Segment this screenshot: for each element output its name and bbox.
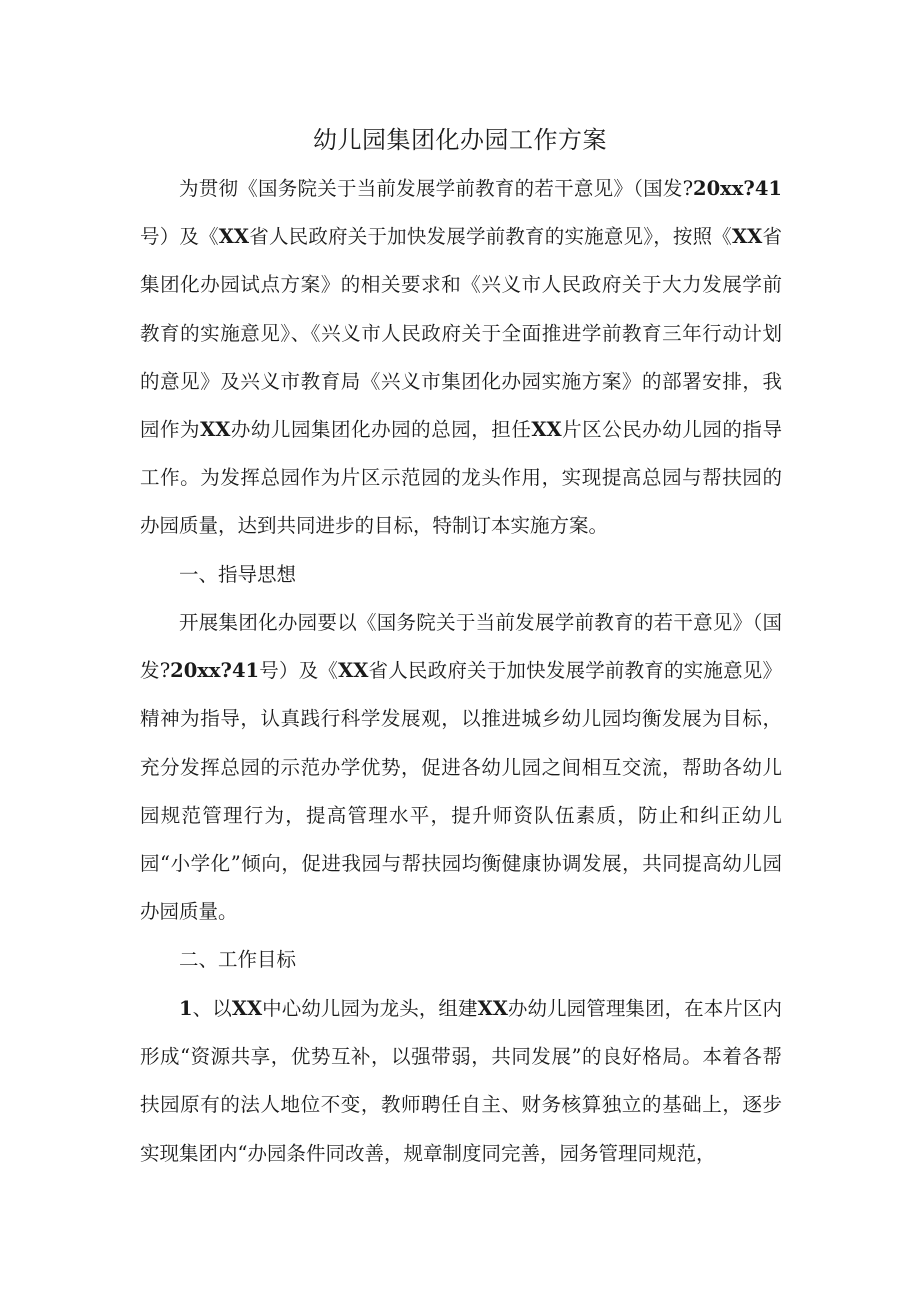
section-text: 号）及《 <box>259 659 339 683</box>
province-placeholder: XX <box>218 225 250 249</box>
item-text: 办幼儿园管理集团，在本片区内形成“资源共享，优势互补，以强带弱，共同发展”的良好格局。本着各帮扶园原有的法人地位不变，教师聘任自主、财务核算独立的基础上，逐步实现集团内“办园条件同改善，规章制度同完善，园务管理同规范， <box>140 997 782 1165</box>
doc-number: 20xx?41 <box>170 659 260 683</box>
section-text: 省人民政府关于加快发展学前教育的实施意见》精神为指导，认真践行科学发展观，以推进城乡幼儿园均衡发展为目标，充分发挥总园的示范办学优势，促进各幼儿园之间相互交流，帮助各幼儿园规范管理行为，提高管理水平，提升师资队伍素质，防止和纠正幼儿园“小学化”倾向，促进我园与帮扶园均衡健康协调发展，共同提高幼儿园办园质量。 <box>140 659 782 924</box>
intro-text: 片区公民办幼儿园的指导工作。为发挥总园作为片区示范园的龙头作用，实现提高总园与帮扶园的办园质量，达到共同进步的目标，特制订本实施方案。 <box>140 418 782 538</box>
item-number: 1 <box>179 997 193 1020</box>
section-heading-work-goals: 二、工作目标 <box>179 948 297 971</box>
intro-paragraph <box>140 165 782 551</box>
province-placeholder: XX <box>338 659 369 683</box>
item-text: 、以 <box>192 997 232 1020</box>
intro-text: 省人民政府关于加快发展学前教育的实施意见》，按照《 <box>249 225 732 249</box>
intro-text: 为贯彻《国务院关于当前发展学前教育的若干意见》（国发? <box>179 177 694 200</box>
province-placeholder: XX <box>732 225 763 249</box>
intro-text: 办幼儿园集团化办园的总园，担任 <box>230 418 532 442</box>
intro-text: 号）及《 <box>140 225 219 249</box>
section-heading-guiding-ideology: 一、指导思想 <box>179 563 297 586</box>
kindergarten-placeholder: XX <box>200 418 231 442</box>
doc-number: 20xx?41 <box>693 177 782 200</box>
kindergarten-placeholder: XX <box>477 997 508 1020</box>
kindergarten-placeholder: XX <box>231 997 263 1020</box>
guiding-ideology-paragraph <box>140 599 782 936</box>
item-text: 中心幼儿园为龙头，组建 <box>262 997 478 1020</box>
document-title: 幼儿园集团化办园工作方案 <box>313 126 607 154</box>
section-text: 开展集团化办园要以《国务院关于当前发展学前教育的若干意见》（国发? <box>140 611 782 683</box>
work-goal-item-1 <box>140 985 782 1178</box>
district-placeholder: XX <box>531 418 562 442</box>
intro-text: 省集团化办园试点方案》的相关要求和《兴义市人民政府关于大力发展学前教育的实施意见》、《兴义市人民政府关于全面推进学前教育三年行动计划的意见》及兴义市教育局《兴义市集团化办园实施方案》的部署安排，我园作为 <box>140 225 782 442</box>
